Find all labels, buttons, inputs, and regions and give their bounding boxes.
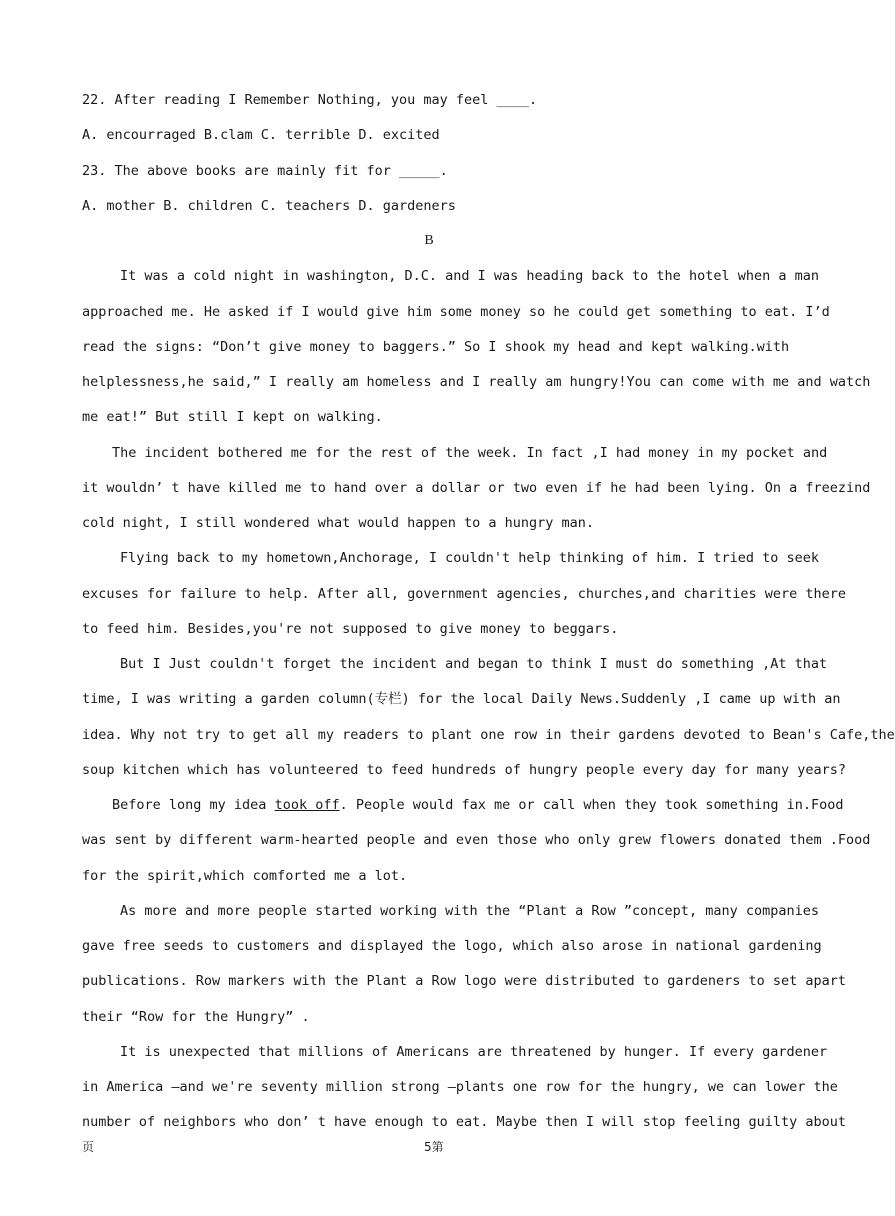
paragraph-2-line: it wouldn’ t have killed me to hand over a dollar or two even if he had been lying. On a freezind <box>82 479 871 496</box>
paragraph-5-line: for the spirit,which comforted me a lot. <box>82 867 408 884</box>
underlined-phrase: took off <box>274 797 340 813</box>
paragraph-1-line: helplessness,he said,” I really am homeless and I really am hungry!You can come with me and watch <box>82 374 871 390</box>
paragraph-6-line: As more and more people started working with the “Plant a Row ”concept, many companies <box>120 902 819 919</box>
paragraph-7-line: It is unexpected that millions of Americans are threatened by hunger. If every gardener <box>120 1043 828 1060</box>
section-label: B <box>424 233 434 248</box>
paragraph-4-line: time, I was writing a garden column(专栏) for the local Daily News.Suddenly ,I came up with an <box>82 691 841 708</box>
paragraph-6-line: publications. Row markers with the Plant a Row logo were distributed to gardeners to set apart <box>82 973 847 990</box>
paragraph-4-line: But I Just couldn't forget the incident and began to think I must do something ,At that <box>120 656 828 672</box>
footer-page-number: 5第 <box>424 1140 444 1154</box>
paragraph-5-line: was sent by different warm-hearted people and even those who only grew flowers donated them .Food <box>82 832 871 849</box>
paragraph-5-suffix: . People would fax me or call when they took something in.Food <box>339 797 844 813</box>
paragraph-3-line: excuses for failure to help. After all, government agencies, churches,and charities were there <box>82 585 847 602</box>
paragraph-4-line: idea. Why not try to get all my readers to plant one row in their gardens devoted to Bean's Cafe,the <box>82 726 895 743</box>
paragraph-7-line: in America —and we're seventy million strong —plants one row for the hungry, we can lower the <box>82 1079 838 1095</box>
question-23-stem: 23. The above books are mainly fit for _____. <box>82 162 448 179</box>
paragraph-6-line: their “Row for the Hungry” . <box>82 1008 310 1025</box>
paragraph-2-line: The incident bothered me for the rest of the week. In fact ,I had money in my pocket and <box>112 444 828 461</box>
paragraph-7-line: number of neighbors who don’ t have enough to eat. Maybe then I will stop feeling guilty about <box>82 1114 847 1131</box>
paragraph-1-line: read the signs: “Don’t give money to baggers.” So I shook my head and kept walking.with <box>82 338 790 355</box>
paragraph-1-line: approached me. He asked if I would give him some money so he could get something to eat. I’d <box>82 303 830 320</box>
paragraph-3-line: Flying back to my hometown,Anchorage, I couldn't help thinking of him. I tried to seek <box>120 550 819 567</box>
paragraph-4-line: soup kitchen which has volunteered to feed hundreds of hungry people every day for many years? <box>82 761 847 778</box>
footer-page-suffix: 页 <box>82 1140 95 1154</box>
paragraph-5-line <box>82 793 844 828</box>
paragraph-2-line: cold night, I still wondered what would happen to a hungry man. <box>82 515 595 531</box>
paragraph-5-prefix: Before long my idea <box>112 797 275 813</box>
paragraph-3-line: to feed him. Besides,you're not supposed to give money to beggars. <box>82 620 619 637</box>
question-23-options: A. mother B. children C. teachers D. gardeners <box>82 197 456 214</box>
paragraph-6-line: gave free seeds to customers and displayed the logo, which also arose in national gardening <box>82 938 822 954</box>
paragraph-1-line: me eat!” But still I kept on walking. <box>82 409 383 426</box>
paragraph-1-line: It was a cold night in washington, D.C. and I was heading back to the hotel when a man <box>120 268 819 285</box>
question-22-options: A. encourraged B.clam C. terrible D. excited <box>82 127 440 144</box>
page-content <box>82 88 895 1146</box>
question-22-stem: 22. After reading I Remember Nothing, you may feel ____. <box>82 92 538 108</box>
